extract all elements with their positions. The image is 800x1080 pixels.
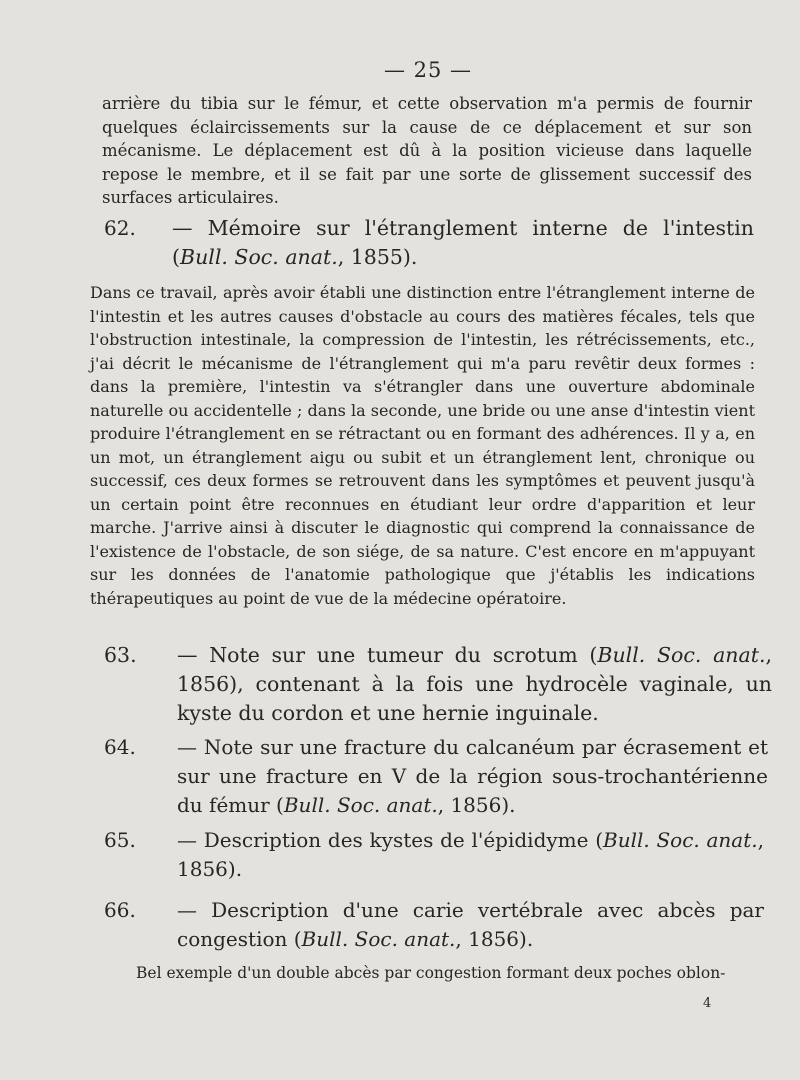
journal-reference: Bull. Soc. anat. [597, 643, 766, 667]
journal-reference: Bull. Soc. anat. [283, 793, 438, 817]
entry-number: 66. [104, 898, 136, 922]
entry-65 [104, 826, 764, 884]
entry-number: 64. [104, 735, 136, 759]
journal-reference: Bull. Soc. anat. [301, 927, 456, 951]
entry-number: 63. [104, 643, 137, 667]
entry-62 [104, 214, 754, 272]
entry-title: — Note sur une fracture du calcanéum par écrasement et sur une fracture en V de la région sous-trochantérienne du fémur (Bull. Soc. anat., 1856). [177, 735, 768, 817]
entry-64 [104, 733, 768, 820]
entry-62-description: Dans ce travail, après avoir établi une distinction entre l'étranglement interne de l'intestin et les autres causes d'obstacle au cours des matières fécales, tels que l'obstruction intestinale, la compression de l'intestin, les rétrécissements, etc., j'ai décrit le mécanisme de l'étranglement qui m'a paru revêtir deux formes : dans la première, l'intestin va s'étrangler dans une ouverture abdominale naturelle ou accidentelle ; dans la seconde, une bride ou une anse d'intestin vient produire l'étranglement en se rétractant ou en formant des adhérences. Il y a, en un mot, un étranglement aigu ou subit et un étranglement lent, chronique ou successif, ces deux formes se retrouvent dans les symptômes et peuvent jusqu'à un certain point être reconnues en étudiant leur ordre d'apparition et leur marche. J'arrive ainsi à discuter le diagnostic qui comprend la connaissance de l'existence de l'obstacle, de son siége, de sa nature. C'est encore en m'appuyant sur les données de l'anatomie pathologique que j'établis les indications thérapeutiques au point de vue de la médecine opératoire. [90, 283, 755, 608]
entry-title: — Description des kystes de l'épididyme (Bull. Soc. anat., 1856). [177, 828, 764, 881]
page-number: — 25 — [383, 58, 473, 82]
entry-title: — Description d'une carie vertébrale avec abcès par congestion (Bull. Soc. anat., 1856). [177, 898, 764, 951]
entry-title: — Note sur une tumeur du scrotum (Bull. Soc. anat., 1856), contenant à la fois une hydrocèle vaginale, un kyste du cordon et une hernie inguinale. [177, 643, 772, 725]
journal-reference: Bull. Soc. anat. [603, 828, 758, 852]
journal-reference: Bull. Soc. anat. [180, 245, 338, 269]
entry-number: 62. [104, 216, 136, 240]
entry-66 [104, 896, 764, 954]
signature-mark: 4 [703, 996, 712, 1011]
continuation-paragraph: arrière du tibia sur le fémur, et cette observation m'a permis de fournir quelques éclaircissements sur la cause de ce déplacement et sur son mécanisme. Le déplacement est dû à la position vicieuse dans laquelle repose le membre, et il se fait par une sorte de glissement successif des surfaces articulaires. [102, 94, 752, 207]
entry-63 [104, 641, 772, 728]
entry-66-description: Bel exemple d'un double abcès par congestion formant deux poches oblon- [136, 964, 726, 982]
entry-title: — Mémoire sur l'étranglement interne de l'intestin (Bull. Soc. anat., 1855). [172, 216, 754, 269]
entry-number: 65. [104, 828, 136, 852]
